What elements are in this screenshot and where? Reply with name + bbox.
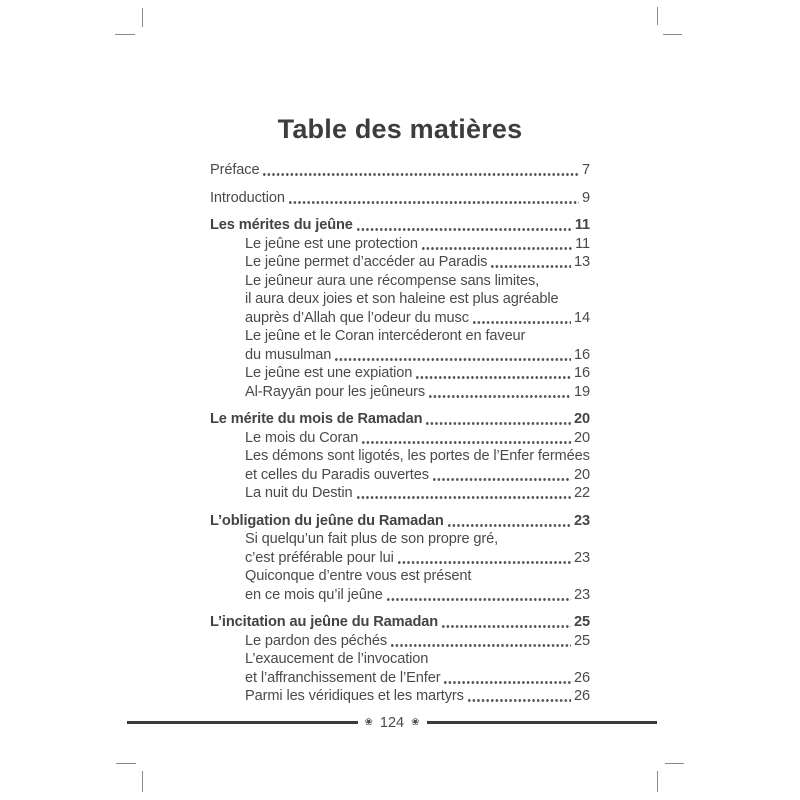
toc-entry-label: La nuit du Destin bbox=[245, 485, 353, 501]
toc-entry bbox=[210, 530, 590, 549]
toc-entry bbox=[210, 429, 590, 448]
toc-entry-label: L’obligation du jeûne du Ramadan bbox=[210, 512, 444, 529]
folio-page-number: 124 bbox=[379, 714, 405, 731]
toc-entry-label: Préface bbox=[210, 162, 260, 178]
toc-entry bbox=[210, 272, 590, 291]
toc-entry-label: Quiconque d’entre vous est présent bbox=[245, 568, 472, 584]
toc-entry bbox=[210, 567, 590, 586]
crop-mark-top-left-vertical bbox=[142, 8, 143, 27]
toc-entry bbox=[210, 364, 590, 383]
toc-leader-dots bbox=[422, 247, 572, 250]
toc-entry-label: Les démons sont ligotés, les portes de l’Enfer fermées bbox=[245, 448, 590, 464]
crop-mark-bottom-right-horizontal bbox=[665, 763, 684, 764]
toc-page-number: 25 bbox=[574, 632, 590, 649]
toc-entry-label: Parmi les véridiques et les martyrs bbox=[245, 688, 464, 704]
toc-entry bbox=[210, 466, 590, 485]
toc-entry bbox=[210, 549, 590, 568]
toc-page-number: 20 bbox=[574, 411, 590, 427]
toc-leader-dots bbox=[468, 699, 571, 702]
toc-leader-dots bbox=[491, 265, 571, 268]
toc-entry bbox=[210, 189, 590, 208]
toc-entry bbox=[210, 484, 590, 503]
toc bbox=[210, 161, 590, 706]
toc-page-number: 22 bbox=[574, 485, 590, 501]
toc-page-number: 13 bbox=[574, 254, 590, 270]
toc-leader-dots bbox=[429, 395, 571, 398]
toc-leader-dots bbox=[357, 228, 572, 231]
toc-entry-label: Le pardon des péchés bbox=[245, 632, 388, 649]
toc-page-number: 14 bbox=[574, 309, 590, 326]
toc-entry-label: et l’affranchissement de l’Enfer bbox=[245, 669, 441, 686]
toc-entry-label: Le jeûne et le Coran intercéderont en faveur bbox=[245, 328, 526, 344]
toc-entry-label: c’est préférable pour lui bbox=[245, 549, 394, 566]
crop-mark-bottom-left-horizontal bbox=[116, 763, 136, 764]
toc-page-number: 25 bbox=[574, 614, 590, 630]
toc-leader-dots bbox=[398, 561, 571, 564]
toc-page-number: 11 bbox=[575, 235, 590, 252]
toc-entry-label: Le jeûne est une expiation bbox=[245, 365, 413, 381]
toc-leader-dots bbox=[391, 644, 571, 647]
toc-entry-label: L’incitation au jeûne du Ramadan bbox=[210, 614, 439, 630]
toc-page-number: 23 bbox=[574, 512, 590, 529]
toc-entry bbox=[210, 687, 590, 706]
toc-entry bbox=[210, 650, 590, 669]
toc-entry bbox=[210, 327, 590, 346]
toc-entry bbox=[210, 410, 590, 429]
toc-leader-dots bbox=[362, 441, 571, 444]
toc-entry-label: Le mois du Coran bbox=[245, 429, 359, 446]
toc-leader-dots bbox=[426, 422, 571, 425]
page-footer bbox=[127, 713, 657, 732]
crop-mark-top-right-horizontal bbox=[663, 34, 682, 35]
folio bbox=[358, 715, 427, 731]
toc-entry bbox=[210, 309, 590, 328]
toc-entry bbox=[210, 346, 590, 365]
toc-page-number: 23 bbox=[574, 586, 590, 603]
toc-entry-label: Si quelqu’un fait plus de son propre gré, bbox=[245, 531, 499, 547]
flower-ornament-icon: ❀ bbox=[364, 716, 373, 728]
toc-entry bbox=[210, 613, 590, 632]
toc-page-number: 20 bbox=[574, 466, 590, 483]
toc-leader-dots bbox=[387, 598, 571, 601]
footer-rule-right bbox=[427, 721, 658, 724]
crop-mark-top-left-horizontal bbox=[115, 34, 135, 35]
toc-leader-dots bbox=[289, 201, 579, 204]
toc-page-number: 11 bbox=[574, 217, 590, 233]
toc-entry bbox=[210, 235, 590, 254]
toc-entry bbox=[210, 290, 590, 309]
toc-page-number: 26 bbox=[574, 669, 590, 686]
toc-entry bbox=[210, 447, 590, 466]
toc-entry-label: Introduction bbox=[210, 189, 285, 206]
toc-entry-label: Al-Rayyān pour les jeûneurs bbox=[245, 383, 426, 400]
page-title: Table des matières bbox=[277, 114, 523, 145]
toc-entry bbox=[210, 253, 590, 272]
toc-entry bbox=[210, 216, 590, 235]
toc-page-number: 19 bbox=[574, 383, 590, 400]
toc-leader-dots bbox=[448, 524, 571, 527]
toc-page-number: 16 bbox=[574, 346, 590, 363]
toc-entry bbox=[210, 669, 590, 688]
toc-leader-dots bbox=[442, 625, 571, 628]
toc-entry bbox=[210, 512, 590, 531]
toc-entry-label: il aura deux joies et son haleine est plus agréable bbox=[245, 291, 559, 307]
toc-leader-dots bbox=[357, 496, 572, 499]
toc-leader-dots bbox=[433, 478, 571, 481]
toc-entry-label: auprès d’Allah que l’odeur du musc bbox=[245, 309, 469, 326]
crop-mark-bottom-left-vertical bbox=[142, 771, 143, 792]
crop-mark-top-right-vertical bbox=[657, 7, 658, 25]
toc-entry-label: Le mérite du mois de Ramadan bbox=[210, 411, 423, 427]
toc-page-number: 16 bbox=[574, 365, 590, 381]
toc-entry-label: Les mérites du jeûne bbox=[210, 217, 353, 233]
toc-leader-dots bbox=[263, 173, 579, 176]
crop-mark-bottom-right-vertical bbox=[657, 771, 658, 792]
toc-entry bbox=[210, 383, 590, 402]
toc-entry bbox=[210, 586, 590, 605]
toc-leader-dots bbox=[444, 681, 571, 684]
toc-page-number: 26 bbox=[574, 688, 590, 704]
toc-page-number: 9 bbox=[582, 189, 590, 206]
toc-entry-label: et celles du Paradis ouvertes bbox=[245, 466, 429, 483]
footer-rule-left bbox=[127, 721, 358, 724]
toc-entry-label: Le jeûne permet d’accéder au Paradis bbox=[245, 254, 488, 270]
toc-page-number: 7 bbox=[582, 162, 590, 178]
toc-entry-label: Le jeûneur aura une récompense sans limites, bbox=[245, 272, 540, 289]
toc-entry-label: du musulman bbox=[245, 346, 332, 363]
toc-entry bbox=[210, 161, 590, 180]
toc-leader-dots bbox=[416, 376, 571, 379]
toc-page-number: 23 bbox=[574, 549, 590, 566]
toc-entry-label: L’exaucement de l’invocation bbox=[245, 651, 429, 667]
toc-leader-dots bbox=[335, 358, 571, 361]
toc-entry-label: Le jeûne est une protection bbox=[245, 235, 418, 252]
toc-leader-dots bbox=[473, 321, 571, 324]
flower-ornament-icon: ❀ bbox=[411, 716, 420, 728]
toc-page-number: 20 bbox=[574, 429, 590, 446]
toc-entry-label: en ce mois qu’il jeûne bbox=[245, 586, 383, 603]
toc-entry bbox=[210, 632, 590, 651]
